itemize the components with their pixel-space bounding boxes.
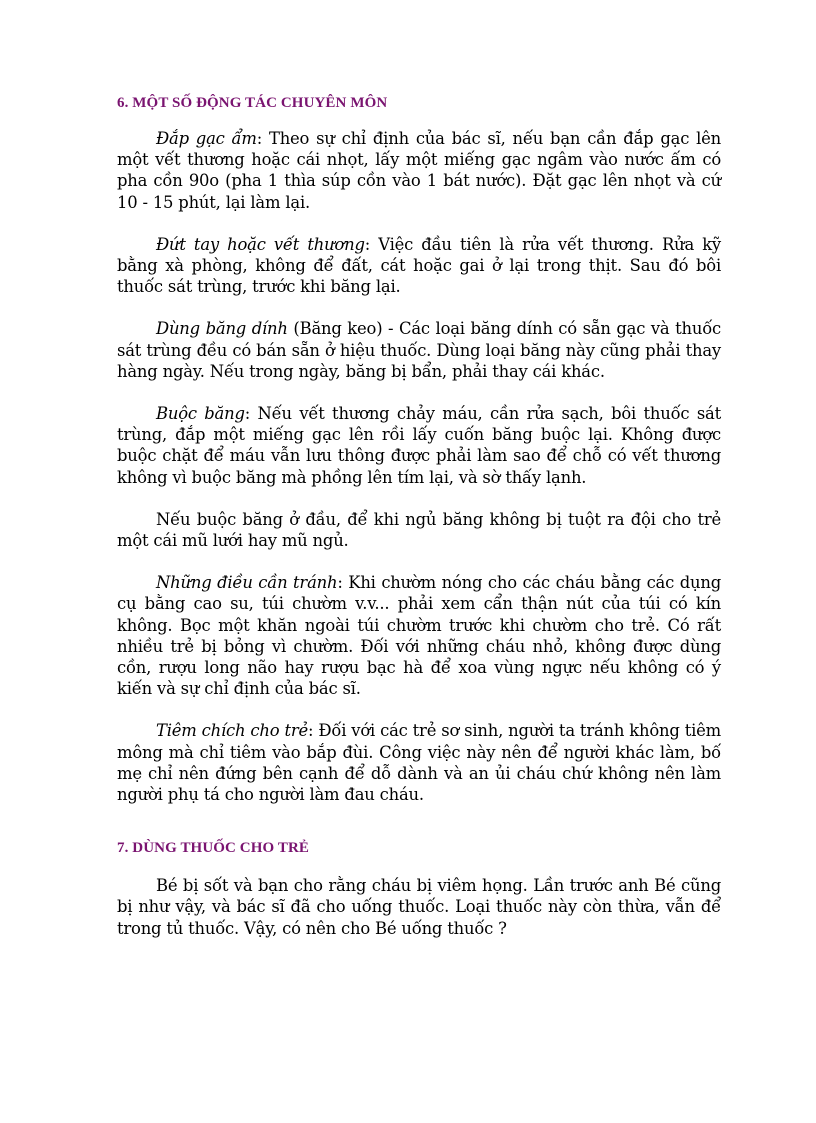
paragraph-text: Nếu buộc băng ở đầu, để khi ngủ băng không bị tuột ra đội cho trẻ một cái mũ lưới hay mũ ngủ. bbox=[117, 509, 721, 551]
section-7-heading: 7. DÙNG THUỐC CHO TRẺ bbox=[117, 840, 309, 857]
paragraph-dut-tay bbox=[117, 234, 721, 298]
section-6-heading: 6. MỘT SỐ ĐỘNG TÁC CHUYÊN MÔN bbox=[117, 95, 388, 111]
paragraph-text: : Nếu vết thương chảy máu, cần rửa sạch, bôi thuốc sát trùng, đắp một miếng gạc lên rồi lấy cuốn băng buộc lại. Không được buộc chặt để máu vẫn lưu thông được phải làm sao để chỗ có vết thương không vì buộc băng mà phồng lên tím lại, và sờ thấy lạnh. bbox=[117, 404, 721, 487]
paragraph-buoc-bang-dau bbox=[117, 509, 721, 551]
paragraph-text: Bé bị sốt và bạn cho rằng cháu bị viêm họng. Lần trước anh Bé cũng bị như vậy, và bác sĩ đã cho uống thuốc. Loại thuốc này còn thừa, vẫn để trong tủ thuốc. Vậy, có nên cho Bé uống thuốc ? bbox=[117, 876, 721, 938]
paragraph-nhung-dieu-can-tranh bbox=[117, 572, 721, 699]
paragraph-term: Tiêm chích cho trẻ bbox=[156, 721, 308, 741]
paragraph-be-bi-sot bbox=[117, 875, 721, 939]
paragraph-text: : Theo sự chỉ định của bác sĩ, nếu bạn cần đắp gạc lên một vết thương hoặc cái nhọt, lấy một miếng gạc ngâm vào nước ấm có pha cồn 90o (pha 1 thìa súp cồn vào 1 bát nước). Đặt gạc lên nhọt và cứ 10 - 15 phút, lại làm lại. bbox=[117, 129, 721, 212]
paragraph-text: (Băng keo) - Các loại băng dính có sẵn gạc và thuốc sát trùng đều có bán sẵn ở hiệu thuốc. Dùng loại băng này cũng phải thay hàng ngày. Nếu trong ngày, băng bị bẩn, phải thay cái khác. bbox=[117, 319, 722, 381]
document-page bbox=[117, 93, 721, 939]
paragraph-buoc-bang bbox=[117, 403, 721, 488]
paragraph-term: Buộc băng bbox=[156, 404, 245, 424]
paragraph-term: Đắp gạc ẩm bbox=[156, 129, 257, 148]
paragraph-tiem-chich bbox=[117, 720, 721, 805]
paragraph-term: Dùng băng dính bbox=[156, 319, 288, 339]
paragraph-term: Những điều cần tránh bbox=[156, 573, 338, 593]
paragraph-dap-gac-am bbox=[117, 128, 721, 213]
paragraph-text: : Việc đầu tiên là rửa vết thương. Rửa kỹ bằng xà phòng, không để đất, cát hoặc gai ở lại trong thịt. Sau đó bôi thuốc sát trùng, trước khi băng lại. bbox=[117, 234, 721, 297]
paragraph-dung-bang-dinh bbox=[117, 318, 721, 382]
paragraph-text: : Khi chườm nóng cho các cháu bằng các dụng cụ bằng cao su, túi chườm v.v... phải xem cẩn thận nút của túi có kín không. Bọc một khăn ngoài túi chườm trước khi chườm cho trẻ. Có rất nhiều trẻ bị bỏng vì chườm. Đối với những cháu nhỏ, không được dùng cồn, rượu long não hay rượu bạc hà để xoa vùng ngực nếu không có ý kiến và sự chỉ định của bác sĩ. bbox=[117, 573, 721, 699]
paragraph-text: : Đối với các trẻ sơ sinh, người ta tránh không tiêm mông mà chỉ tiêm vào bắp đùi. Công việc này nên để người khác làm, bố mẹ chỉ nên đứng bên cạnh để dỗ dành và an ủi cháu chứ không nên làm người phụ tá cho người làm đau cháu. bbox=[117, 721, 721, 805]
paragraph-term: Đứt tay hoặc vết thương bbox=[156, 234, 365, 254]
